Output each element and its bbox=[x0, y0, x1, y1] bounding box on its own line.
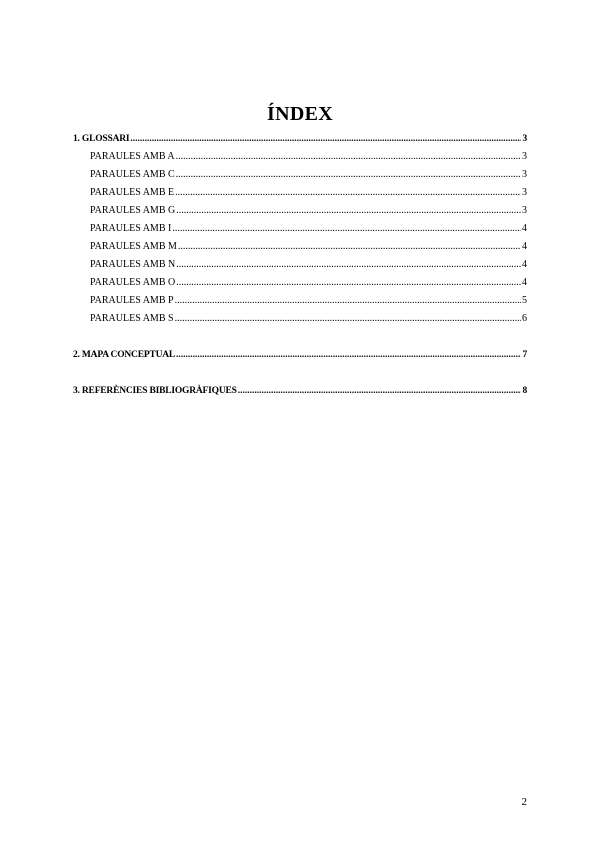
dot-leader bbox=[175, 310, 521, 328]
toc-subentry-e[interactable] bbox=[73, 184, 527, 202]
toc-entry-label: PARAULES AMB C bbox=[90, 169, 175, 180]
dot-leader bbox=[176, 274, 521, 292]
toc-entry-page: 4 bbox=[522, 223, 527, 234]
dot-leader bbox=[130, 130, 521, 148]
dot-leader bbox=[175, 292, 521, 310]
toc-subentry-c[interactable] bbox=[73, 166, 527, 184]
toc-subentry-s[interactable] bbox=[73, 310, 527, 328]
dot-leader bbox=[178, 238, 521, 256]
toc-entry-label: PARAULES AMB S bbox=[90, 313, 174, 324]
page-number: 2 bbox=[521, 796, 527, 808]
toc-subentry-g[interactable] bbox=[73, 202, 527, 220]
toc-subentry-p[interactable] bbox=[73, 292, 527, 310]
toc-entry-page: 3 bbox=[522, 134, 527, 144]
toc-entry-label: PARAULES AMB E bbox=[90, 187, 175, 198]
toc-entry-mapa-conceptual[interactable] bbox=[73, 346, 527, 364]
toc-subentry-i[interactable] bbox=[73, 220, 527, 238]
toc-entry-page: 3 bbox=[522, 187, 527, 198]
toc-subentry-m[interactable] bbox=[73, 238, 527, 256]
toc-entry-label: PARAULES AMB I bbox=[90, 223, 172, 234]
toc-subentry-a[interactable] bbox=[73, 148, 527, 166]
toc-entry-label: PARAULES AMB G bbox=[90, 205, 176, 216]
dot-leader bbox=[175, 184, 521, 202]
toc-entry-label: 1. GLOSSARI bbox=[73, 134, 130, 144]
table-of-contents bbox=[73, 130, 527, 400]
dot-leader bbox=[176, 346, 521, 364]
toc-entry-label: PARAULES AMB P bbox=[90, 295, 174, 306]
toc-entry-page: 6 bbox=[522, 313, 527, 324]
dot-leader bbox=[176, 166, 521, 184]
toc-entry-glossari[interactable] bbox=[73, 130, 527, 148]
toc-entry-referencies[interactable] bbox=[73, 382, 527, 400]
dot-leader bbox=[238, 382, 522, 400]
dot-leader bbox=[172, 220, 521, 238]
toc-entry-page: 3 bbox=[522, 169, 527, 180]
toc-entry-label: 2. MAPA CONCEPTUAL bbox=[73, 350, 176, 360]
toc-entry-page: 4 bbox=[522, 259, 527, 270]
toc-entry-label: 3. REFERÈNCIES BIBLIOGRÀFIQUES bbox=[73, 386, 237, 396]
toc-spacer bbox=[73, 328, 527, 346]
toc-entry-label: PARAULES AMB N bbox=[90, 259, 176, 270]
toc-entry-label: PARAULES AMB M bbox=[90, 241, 177, 252]
toc-entry-label: PARAULES AMB O bbox=[90, 277, 176, 288]
toc-entry-label: PARAULES AMB A bbox=[90, 151, 175, 162]
dot-leader bbox=[176, 202, 521, 220]
dot-leader bbox=[176, 148, 521, 166]
toc-entry-page: 7 bbox=[522, 350, 527, 360]
toc-entry-page: 4 bbox=[522, 277, 527, 288]
toc-entry-page: 8 bbox=[522, 386, 527, 396]
toc-entry-page: 4 bbox=[522, 241, 527, 252]
toc-subentry-o[interactable] bbox=[73, 274, 527, 292]
toc-spacer bbox=[73, 364, 527, 382]
dot-leader bbox=[176, 256, 521, 274]
toc-entry-page: 3 bbox=[522, 151, 527, 162]
toc-entry-page: 3 bbox=[522, 205, 527, 216]
toc-subentry-n[interactable] bbox=[73, 256, 527, 274]
toc-entry-page: 5 bbox=[522, 295, 527, 306]
index-title: ÍNDEX bbox=[267, 103, 333, 125]
